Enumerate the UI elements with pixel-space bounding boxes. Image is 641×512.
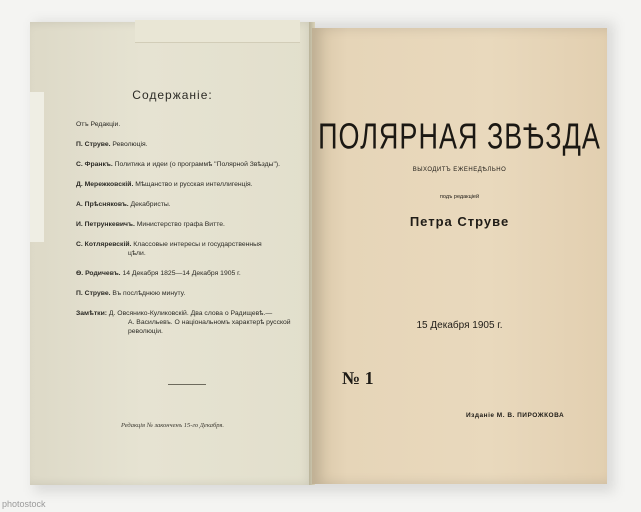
paper-tab (30, 92, 44, 242)
watermark: photostock (2, 499, 46, 509)
toc-item: Ѳ. Родичевъ. 14 Декабря 1825—14 Декабря 1905 г. (76, 270, 241, 277)
table-of-contents (76, 120, 306, 347)
divider (168, 384, 206, 385)
editorship-line: подъ редакціей (439, 194, 480, 200)
toc-title: Содержаніе: (132, 88, 213, 102)
toc-item: Д. Мережковскій. Мѣщанство и русская интеллигенція. (76, 181, 253, 188)
toc-item: Отъ Редакціи. (76, 121, 121, 128)
frequency-line: ВЫХОДИТЪ ЕЖЕНЕДѢЛЬНО (412, 167, 507, 173)
title-page (312, 28, 607, 484)
toc-item: П. Струве. Въ послѣднюю минуту. (76, 290, 186, 297)
editor-name: Петра Струве (409, 214, 510, 229)
toc-item: П. Струве. Революція. (76, 141, 148, 148)
magazine-title: ПОЛЯРНАЯ ЗВѢЗДА (318, 116, 601, 157)
paper-strip (135, 20, 300, 43)
toc-item: А. Прѣсняковъ. Декабристы. (76, 201, 171, 208)
toc-item: С. Франкъ. Политика и идеи (о программѣ "Полярной Звѣзды"). (76, 161, 281, 168)
toc-footer: Редакція № законченъ 15-го Декабря. (120, 422, 225, 429)
toc-item: Замѣтки: Д. Овсянико-Куликовскій. Два слова о Радищевѣ.— А. Васильевъ. О національномъ характерѣ русской революціи. (76, 310, 291, 335)
left-page (30, 22, 315, 485)
toc-item: И. Петрункевичъ. Министерство графа Витте. (76, 221, 225, 228)
issue-number: № 1 (342, 368, 374, 388)
toc-item: С. Котляревскій. Классовые интересы и государственныя цѣли. (76, 241, 262, 257)
publisher-line: Изданіе М. В. ПИРОЖКОВА (466, 412, 565, 419)
issue-date: 15 Декабря 1905 г. (416, 320, 503, 331)
